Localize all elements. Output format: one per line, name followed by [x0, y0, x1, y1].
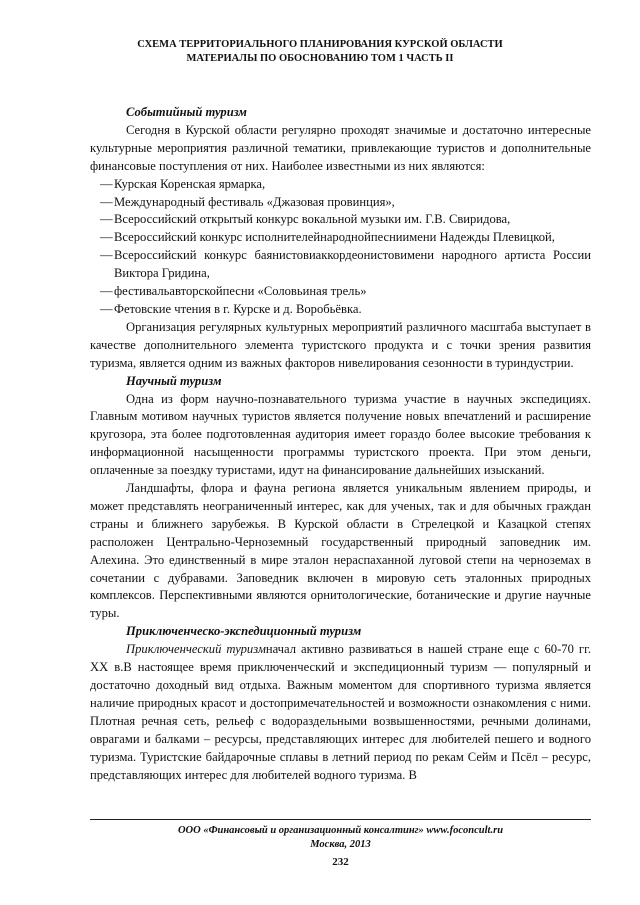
footer-city-year: Москва, 2013	[310, 839, 371, 850]
list-item-text: Всероссийский открытый конкурс вокальной музыки им. Г.В. Свиридова,	[114, 212, 511, 227]
section-heading-science-tourism: Научный туризм	[126, 373, 222, 388]
dash-marker: —	[100, 248, 113, 263]
italic-lead-term: Приключенческий туризм	[126, 642, 266, 657]
dash-marker: —	[100, 301, 113, 316]
list-item-text: Международный фестиваль «Джазовая провинция»,	[114, 194, 395, 209]
list-item	[90, 211, 591, 229]
page-number: 232	[332, 856, 349, 868]
header-subtitle: МАТЕРИАЛЫ ПО ОБОСНОВАНИЮ ТОМ 1 ЧАСТЬ II	[186, 53, 454, 64]
list-item	[90, 229, 591, 247]
list-item-text: Всероссийский конкурс баянистовиаккордеонистовимени народного артиста России Виктора Гридина,	[114, 248, 591, 281]
footer-divider	[90, 819, 591, 820]
paragraph: Организация регулярных культурных мероприятий различного масштаба выступает в качестве дополнительного элемента туристского продукта и с точки зрения развития туризма, является одним из важных факторов нивелирования сезонности в туриндустрии.	[90, 319, 591, 370]
page-header	[90, 38, 550, 66]
list-item-text: Курская Коренская ярмарка,	[114, 176, 266, 191]
paragraph	[90, 641, 591, 784]
paragraph-text: начал активно развиваться в нашей стране еще с 60-70 гг. XX в.В настоящее время приключенческий и экспедиционный туризм — популярный и достаточно доходный вид отдыха. Важным моментом для спортивного туризма является наличие природных красот и достопримечательностей и возможности ознакомления с ними. Плотная речная сеть, рельеф с водораздельными возвышенностями, речными долинами, оврагами и балками – ресурсы, представляющих интерес для любителей пешего и водного туризма. Туристские байдарочные сплавы в летний период по рекам Сейм и Псёл – ресурс, представляющих интерес для любителей водного туризма. В	[90, 642, 591, 782]
list-item	[90, 176, 591, 194]
list-item	[90, 283, 591, 301]
dash-marker: —	[100, 230, 113, 245]
page-footer	[90, 824, 591, 852]
dash-marker: —	[100, 284, 113, 299]
list-item	[90, 301, 591, 319]
list-item	[90, 247, 591, 283]
paragraph: Одна из форм научно-познавательного туризма участие в научных экспедициях. Главным мотивом научных туристов является получение новых впечатлений и расширение кругозора, эта более подготовленная аудитория имеет гораздо более высокие требования к информационной насыщенности программы туристского проекта. При этом деньги, оплаченные за поездку туристами, идут на финансирование дальнейших изысканий.	[90, 391, 591, 478]
page-body	[90, 104, 591, 784]
header-title: СХЕМА ТЕРРИТОРИАЛЬНОГО ПЛАНИРОВАНИЯ КУРСКОЙ ОБЛАСТИ	[137, 39, 503, 50]
list-item-text: фестивальавторскойпесни «Соловьиная трель»	[114, 284, 367, 299]
section-heading-adventure-tourism: Приключенческо-экспедиционный туризм	[126, 624, 362, 639]
list-item	[90, 194, 591, 212]
list-item-text: Всероссийский конкурс исполнителейнароднойпесниимени Надежды Плевицкой,	[114, 230, 555, 245]
footer-company: ООО «Финансовый и организационный консалтинг» www.foconcult.ru	[177, 825, 504, 836]
dash-marker: —	[100, 194, 113, 209]
dash-marker: —	[100, 212, 113, 227]
paragraph: Сегодня в Курской области регулярно проходят значимые и достаточно интересные культурные мероприятия различной тематики, привлекающие туристов и дополнительные финансовые поступления от них. Наиболее известными из них являются:	[90, 122, 591, 173]
dash-marker: —	[100, 176, 113, 191]
list-item-text: Фетовские чтения в г. Курске и д. Воробьёвка.	[114, 301, 362, 316]
paragraph: Ландшафты, флора и фауна региона является уникальным явлением природы, и может представлять неограниченный интерес, как для ученых, так и для обычных граждан страны и ближнего зарубежья. В Курской области в Стрелецкой и Казацкой степях расположен Центрально-Черноземный государственный природный заповедник им. Алехина. Это единственный в мире эталон нераспаханной луговой степи на черноземах в сочетании с дубравами. Заповедник включен в мировую сеть эталонных природных комплексов. Перспективными являются орнитологические, ботанические и другие научные туры.	[90, 481, 591, 621]
section-heading-event-tourism: Событийный туризм	[126, 105, 247, 119]
